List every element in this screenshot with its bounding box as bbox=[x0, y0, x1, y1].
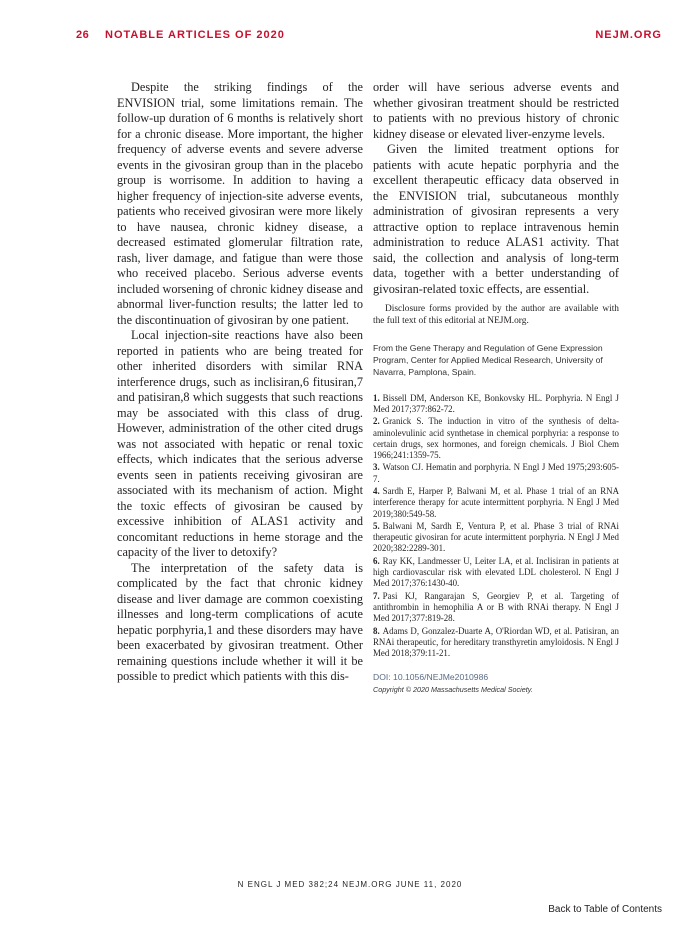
reference-number: 4. bbox=[373, 486, 380, 497]
reference-item bbox=[373, 486, 619, 520]
reference-number: 8. bbox=[373, 625, 380, 636]
section-title: NOTABLE ARTICLES OF 2020 bbox=[105, 29, 285, 41]
reference-list bbox=[373, 393, 619, 660]
body-paragraph: Given the limited treatment options for patients with acute hepatic porphyria and the excellent therapeutic efficacy data observed in the ENVISION trial, subcutaneous monthly administration of givosiran represents a very attractive option to replace intravenous hemin administration to reduce ALAS1 activity. That said, the collection and analysis of long-term data, together with a better understanding of givosiran-related toxic effects, are essential. bbox=[373, 142, 619, 296]
reference-item bbox=[373, 556, 619, 590]
reference-text: Pasi KJ, Rangarajan S, Georgiev P, et al. Targeting of antithrombin in hemophilia A or B with RNAi therapy. N Engl J Med 2017;377:819-28. bbox=[373, 590, 619, 624]
reference-item bbox=[373, 626, 619, 660]
reference-number: 7. bbox=[373, 590, 380, 601]
reference-text: Bissell DM, Anderson KE, Bonkovsky HL. Porphyria. N Engl J Med 2017;377:862-72. bbox=[373, 392, 619, 414]
disclosure-note: Disclosure forms provided by the author are available with the full text of this editorial at NEJM.org. bbox=[373, 304, 619, 326]
reference-number: 1. bbox=[373, 392, 380, 403]
reference-item bbox=[373, 416, 619, 461]
reference-text: Adams D, Gonzalez-Duarte A, O'Riordan WD, et al. Patisiran, an RNAi therapeutic, for hereditary transthyretin amyloidosis. N Engl J Med 2018;379:11-21. bbox=[373, 625, 619, 659]
body-paragraph: order will have serious adverse events and whether givosiran treatment should be restricted to patients with no previous history of chronic kidney disease or elevated liver-enzyme levels. bbox=[373, 80, 619, 141]
right-column bbox=[373, 80, 619, 694]
reference-text: Ray KK, Landmesser U, Leiter LA, et al. Inclisiran in patients at high cardiovascular risk with elevated LDL cholesterol. N Engl J Med 2017;376:1430-40. bbox=[373, 555, 619, 589]
body-paragraph: Despite the striking findings of the ENVISION trial, some limitations remain. The follow-up duration of 6 months is relatively short for a chronic disease. More important, the higher frequency of adverse events and severe adverse events in the givosiran group than in the placebo group is worrisome. In addition to having a higher frequency of injection-site adverse events, patients who received givosiran were more likely to have nausea, chronic kidney disease, a decreased estimated glomerular filtration rate, rash, liver damage, and fatigue than were those who received placebo. Serious adverse events included worsening of chronic kidney disease and abnormal liver-function results; the latter led to the discontinuation of givosiran by one patient. bbox=[117, 80, 363, 327]
reference-number: 3. bbox=[373, 462, 380, 473]
left-column bbox=[117, 80, 363, 685]
back-to-contents-link[interactable]: Back to Table of Contents bbox=[548, 904, 662, 915]
reference-text: Balwani M, Sardh E, Ventura P, et al. Phase 3 trial of RNAi therapeutic givosiran for acute intermittent porphyria. N Engl J Med 2020;382:2289-301. bbox=[373, 521, 619, 554]
journal-citation-footer: N ENGL J MED 382;24 NEJM.ORG JUNE 11, 2020 bbox=[237, 880, 463, 889]
copyright-notice: Copyright © 2020 Massachusetts Medical Society. bbox=[373, 685, 533, 695]
reference-item bbox=[373, 393, 619, 415]
reference-item bbox=[373, 521, 619, 555]
reference-item bbox=[373, 591, 619, 625]
doi-link[interactable]: DOI: 10.1056/NEJMe2010986 bbox=[373, 672, 489, 683]
reference-text: Watson CJ. Hematin and porphyria. N Engl J Med 1975;293:605-7. bbox=[373, 462, 619, 484]
site-name: NEJM.ORG bbox=[595, 29, 662, 41]
page-number: 26 bbox=[76, 29, 90, 41]
reference-text: Granick S. The induction in vitro of the synthesis of delta-aminolevulinic acid synthetase in chemical porphyria: a response to certain drugs, sex hormones, and foreign chemicals. J Biol Chem 1966;241:1359-75. bbox=[373, 416, 619, 460]
reference-item bbox=[373, 462, 619, 484]
body-paragraph: The interpretation of the safety data is complicated by the fact that chronic kidney disease and liver damage are common coexisting illnesses and long-term complications of acute hepatic porphyria,1 and these disorders may have been exacerbated by givosiran treatment. Other remaining questions include whether it will it be possible to predict which patients with this dis- bbox=[117, 560, 363, 683]
reference-number: 5. bbox=[373, 521, 380, 532]
reference-text: Sardh E, Harper P, Balwani M, et al. Phase 1 trial of an RNA interference therapy for acute intermittent porphyria. N Engl J Med 2019;380:549-58. bbox=[373, 486, 619, 519]
reference-number: 6. bbox=[373, 555, 380, 566]
reference-number: 2. bbox=[373, 416, 380, 427]
body-paragraph: Local injection-site reactions have also been reported in patients who are being treated for other inherited disorders with similar RNA interference drugs, such as inclisiran,6 fitusiran,7 and patisiran,8 which suggests that such reactions may be associated with this class of drug. However, administration of the other cited drugs was not associated with hepatic or renal toxic effects, which indicates that the serious adverse events seen in patients receiving givosiran are associated with its mechanism of action. Might the toxic effects of givosiran be caused by excessive inhibition of ALAS1 activity and concomitant reductions in heme storage and the capacity of the liver to detoxify? bbox=[117, 328, 363, 559]
author-affiliation: From the Gene Therapy and Regulation of Gene Expression Program, Center for Applied Medical Research, University of Navarra, Pamplona, Spain. bbox=[373, 342, 603, 377]
